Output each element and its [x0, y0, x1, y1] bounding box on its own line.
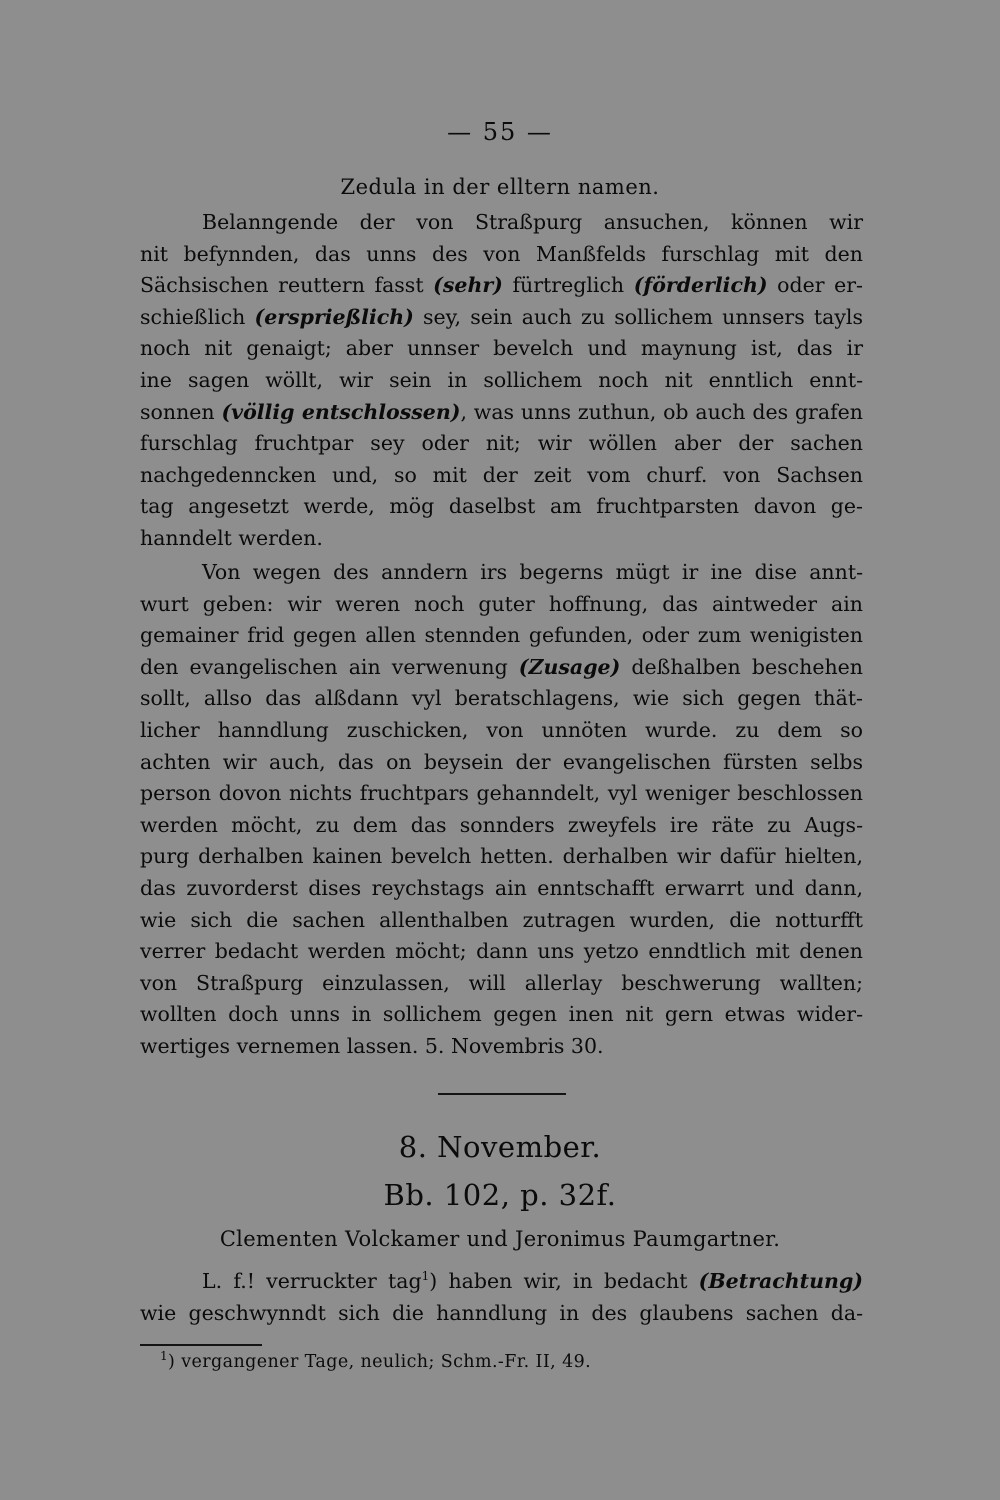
text-line	[140, 460, 863, 492]
text-run: deßhalben beschehen	[620, 654, 863, 679]
text-run: wertiges vernemen lassen. 5. Novembris 30.	[140, 1033, 604, 1058]
text-run: hanndelt werden.	[140, 525, 323, 550]
text-line	[140, 999, 863, 1031]
text-line	[140, 523, 863, 555]
text-run: ine sagen wöllt, wir sein in sollichem noch nit enntlich ennt-	[140, 367, 863, 392]
text-line	[140, 810, 863, 842]
text-run: sonnen	[140, 399, 222, 424]
text-line	[140, 873, 863, 905]
text-line	[140, 841, 863, 873]
text-run: furschlag fruchtpar sey oder nit; wir wöllen aber der sachen	[140, 431, 863, 456]
text-run: wie sich die sachen allenthalben zutragen wurden, die notturfft	[140, 907, 863, 932]
footnote-reference: 1	[421, 1269, 430, 1284]
text-line	[140, 207, 863, 239]
text-line	[140, 428, 863, 460]
text-run: Von wegen des anndern irs begerns mügt ir ine dise annt-	[202, 560, 863, 584]
footnote	[160, 1349, 592, 1372]
names-heading: Clementen Volckamer und Jeronimus Paumgartner.	[219, 1227, 781, 1251]
text-run: fürtreglich	[502, 273, 634, 298]
text-line	[140, 778, 863, 810]
text-line	[140, 1031, 863, 1063]
text-line	[140, 620, 863, 652]
text-run: wie geschwynndt sich die hanndlung in des glaubens sachen da-	[140, 1300, 863, 1325]
text-line	[140, 652, 863, 684]
text-run: person dovon nichts fruchtpars gehanndelt, vyl weniger beschlossen	[140, 781, 863, 806]
text-line	[140, 365, 863, 397]
page-number: — 55 —	[447, 118, 553, 146]
text-run: wurt geben: wir weren noch guter hoffnung, das aintweder ain	[140, 591, 863, 616]
footnote-text: ) vergangener Tage, neulich; Schm.-Fr. II, 49.	[168, 1352, 592, 1372]
text-run: wollten doch unns in sollichem gegen inen nit gern etwas wider-	[140, 1002, 863, 1027]
section-heading: Zedula in der elltern namen.	[340, 175, 660, 199]
text-run: verrer bedacht werden möcht; dann uns yetzo enndtlich mit denen	[140, 939, 863, 964]
gloss-annotation: (förderlich)	[633, 273, 768, 298]
text-run: noch nit genaigt; aber unnser bevelch und maynung ist, das ir	[140, 336, 863, 361]
text-line	[140, 333, 863, 365]
text-line	[140, 302, 863, 334]
text-run: achten wir auch, das on beysein der evangelischen fürsten selbs	[140, 749, 863, 774]
text-run: schießlich	[140, 304, 255, 329]
gloss-annotation: (Betrachtung)	[698, 1269, 863, 1293]
text-run: gemainer frid gegen allen stennden gefunden, oder zum wenigisten	[140, 623, 863, 648]
paragraph-3	[140, 1266, 863, 1329]
text-run: von Straßpurg einzulassen, will allerlay beschwerung wallten;	[140, 970, 863, 995]
text-line	[140, 270, 863, 302]
gloss-annotation: (Zusage)	[518, 654, 621, 679]
text-line	[140, 589, 863, 621]
text-line	[140, 747, 863, 779]
text-run: das zuvorderst dises reychstags ain enntschafft erwarrt und dann,	[140, 875, 863, 900]
text-line	[140, 936, 863, 968]
gloss-annotation: (ersprießlich)	[254, 304, 414, 329]
paragraph-1	[140, 207, 863, 555]
text-line	[140, 1298, 863, 1330]
text-run: L. f.! verruckter tag	[202, 1269, 422, 1293]
gloss-annotation: (sehr)	[433, 273, 503, 298]
section-divider	[438, 1093, 566, 1095]
text-run: Belanngende der von Straßpurg ansuchen, können wir	[202, 210, 863, 234]
paragraph-2	[140, 557, 863, 1063]
text-run: ) haben wir, in bedacht	[429, 1269, 699, 1293]
text-run: Sächsischen reuttern fasst	[140, 273, 434, 298]
text-run: nit befynnden, das unns des von Manßfelds furschlag mit den	[140, 241, 863, 266]
text-line	[140, 715, 863, 747]
text-line	[140, 683, 863, 715]
text-line	[140, 968, 863, 1000]
text-run: , was unns zuthun, ob auch des grafen	[460, 399, 864, 424]
text-run: licher hanndlung zuschicken, von unnöten wurde. zu dem so	[140, 717, 863, 742]
text-run: werden möcht, zu dem das sonnders zweyfels ire räte zu Augs-	[140, 812, 863, 837]
text-line	[140, 557, 863, 589]
text-run: tag angesetzt werde, mög daselbst am fruchtparsten davon ge-	[140, 494, 863, 519]
text-run: oder er-	[767, 273, 863, 298]
gloss-annotation: (völlig entschlossen)	[221, 399, 461, 424]
text-run: sey, sein auch zu sollichem unnsers tayls	[413, 304, 863, 329]
text-run: sollt, allso das alßdann vyl beratschlagens, wie sich gegen thät-	[140, 686, 863, 711]
reference-heading: Bb. 102, p. 32f.	[383, 1178, 617, 1212]
text-line	[140, 397, 863, 429]
text-run: den evangelischen ain verwenung	[140, 654, 519, 679]
footnote-divider	[140, 1344, 262, 1346]
text-run: purg derhalben kainen bevelch hetten. derhalben wir dafür hielten,	[140, 844, 863, 869]
text-line	[140, 239, 863, 271]
footnote-marker: 1	[160, 1349, 169, 1364]
text-line	[140, 905, 863, 937]
date-heading: 8. November.	[398, 1130, 602, 1164]
text-line	[140, 1266, 863, 1298]
text-run: nachgedenncken und, so mit der zeit vom churf. von Sachsen	[140, 462, 863, 487]
text-line	[140, 491, 863, 523]
